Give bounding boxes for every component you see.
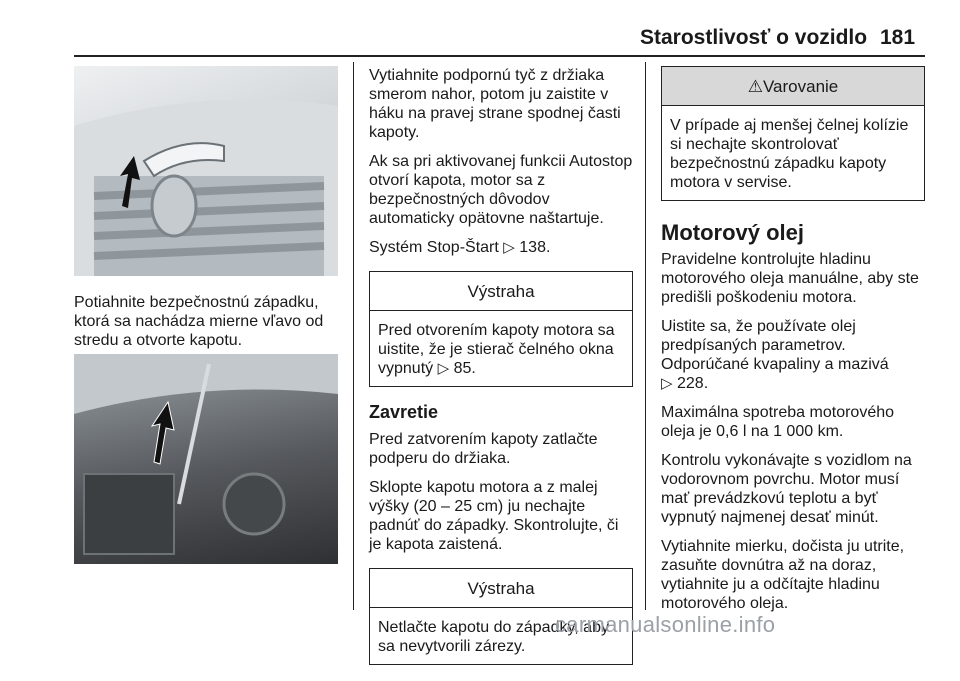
oil-text-4: Kontrolu vykonávajte s vozidlom na vodorovnom povrchu. Motor musí mať prevádzkovú teplotu a byť vypnutý najmenej desať minút. — [661, 452, 912, 526]
fluids-reference-label: Odporúčané kvapaliny a mazivá — [661, 356, 889, 373]
page-number: 181 — [880, 26, 916, 49]
oil-text-1: Pravidelne kontrolujte hladinu motorového oleja manuálne, aby ste predišli poškodeniu motora. — [661, 251, 919, 306]
caution-box-title: Výstraha — [370, 569, 632, 608]
oil-text-2-body: Uistite sa, že používate olej predpísaných parametrov. — [661, 318, 856, 354]
warning-triangle-icon: ⚠ — [747, 77, 763, 96]
autostop-text: Ak sa pri aktivovanej funkcii Autostop otvorí kapota, motor sa z bezpečnostných dôvodov automaticky opätovne naštartuje. — [369, 153, 633, 227]
header-rule — [74, 55, 925, 57]
triangle-right-icon: ▷ — [503, 239, 515, 256]
caution-box-wiper — [369, 271, 633, 387]
caution-page: 85. — [453, 360, 476, 377]
caution-box-body: Netlačte kapotu do západky, aby sa nevytvorili zárezy. — [378, 619, 609, 655]
warning-box-title: Varovanie — [762, 77, 839, 96]
warning-box-collision — [661, 66, 925, 201]
triangle-right-icon: ▷ — [437, 360, 450, 377]
stop-start-page: 138. — [519, 239, 551, 256]
page-header-title: Starostlivosť o vozidlo — [640, 26, 868, 49]
warning-box-body: V prípade aj menšej čelnej kolízie si nechajte skontrolovať bezpečnostnú západku kapoty motora v servise. — [670, 117, 909, 191]
oil-text-2 — [661, 317, 925, 393]
column-divider-2 — [645, 62, 646, 610]
hood-latch-drawing — [74, 66, 338, 276]
section-title-closing: Zavretie — [369, 402, 439, 422]
column-divider-1 — [353, 62, 354, 610]
caution-text: Pred otvorením kapoty motora sa uistite, že je stierač čelného okna vypnutý — [378, 322, 615, 377]
caution-box-title: Výstraha — [370, 272, 632, 311]
hood-latch-illustration — [74, 66, 338, 276]
oil-text-3: Maximálna spotreba motorového oleja je 0,6 l na 1 000 km. — [661, 404, 895, 440]
fluids-reference-page: 228. — [677, 375, 709, 392]
section-heading-engine-oil: Motorový olej — [661, 220, 805, 245]
prop-rod-text: Vytiahnite podpornú tyč z držiaka smerom nahor, potom ju zaistite v háku na pravej strane spodnej časti kapoty. — [369, 67, 621, 141]
hood-prop-drawing — [74, 354, 338, 564]
closing-text-2: Sklopte kapotu motora a z malej výšky (20 – 25 cm) ju nechajte padnúť do západky. Skontrolujte, či je kapota zaistená. — [369, 479, 619, 553]
stop-start-reference — [369, 238, 633, 257]
caution-box-body — [370, 311, 632, 386]
oil-text-5: Vytiahnite mierku, dočista ju utrite, zasuňte dovnútra až na doraz, vytiahnite ju a odčítajte hladinu motorového oleja. — [661, 538, 905, 612]
warning-box-header — [662, 67, 924, 106]
watermark: carmanualsonline.info — [555, 612, 776, 637]
hood-prop-illustration — [74, 354, 338, 564]
closing-text-1: Pred zatvorením kapoty zatlačte podperu do držiaka. — [369, 431, 598, 467]
latch-caption: Potiahnite bezpečnostnú západku, ktorá sa nachádza mierne vľavo od stredu a otvorte kapotu. — [74, 294, 324, 349]
triangle-right-icon: ▷ — [661, 375, 673, 392]
stop-start-label: Systém Stop-Štart — [369, 239, 504, 256]
